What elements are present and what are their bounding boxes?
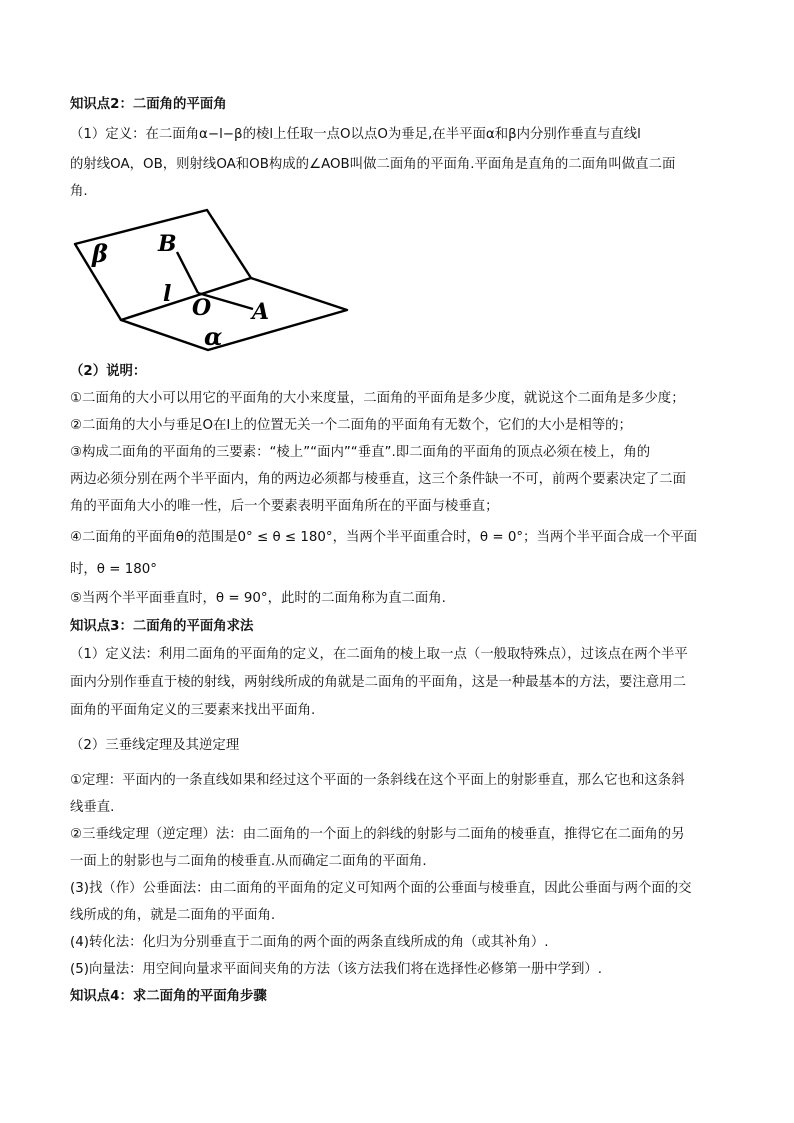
label-l: l <box>163 281 172 307</box>
method-3-line-1: (3)找（作）公垂面法：由二面角的平面角的定义可知两个面的公垂面与棱垂直，因此公垂面与两个面的交 <box>70 881 692 896</box>
label-O: O <box>192 295 212 321</box>
ray-OB <box>177 252 198 293</box>
theorem-line-2: 线垂直. <box>70 800 115 815</box>
label-B: B <box>158 231 177 257</box>
inverse-theorem-line-1: ②三垂线定理（逆定理）法：由二面角的一个面上的斜线的射影与二面角的棱垂直，推得它在二面角的另 <box>70 827 685 842</box>
dihedral-angle-figure <box>70 200 360 360</box>
note-2: ②二面角的大小与垂足O在l上的位置无关一个二面角的平面角有无数个，它们的大小是相等的； <box>70 418 632 433</box>
note-3-line-1: ③构成二面角的平面角的三要素：“棱上”“面内”“垂直”.即二面角的平面角的顶点必须在棱上，角的 <box>70 445 651 460</box>
note-5: ⑤当两个半平面垂直时，θ = 90°，此时的二面角称为直二面角. <box>70 591 446 606</box>
section-heading-4: 知识点4：求二面角的平面角步骤 <box>70 989 267 1004</box>
inverse-theorem-line-2: 一面上的射影也与二面角的棱垂直.从而确定二面角的平面角. <box>70 854 427 869</box>
note-1: ①二面角的大小可以用它的平面角的大小来度量，二面角的平面角是多少度，就说这个二面角是多少度； <box>70 391 685 406</box>
method-3-line-2: 线所成的角，就是二面角的平面角. <box>70 908 276 923</box>
method-1-line-1: （1）定义法：利用二面角的平面角的定义，在二面角的棱上取一点（一般取特殊点），过该点在两个半平 <box>70 647 688 662</box>
note-4-line-2: 时，θ = 180° <box>70 562 157 577</box>
definition-line-1: （1）定义：在二面角α−l−β的棱l上任取一点O以点O为垂足,在半平面α和β内分别作垂直与直线l <box>70 127 641 142</box>
note-3-line-2: 两边必须分别在两个半平面内，角的两边必须都与棱垂直，这三个条件缺一不可，前两个要素决定了二面 <box>70 472 686 487</box>
note-3-line-3: 角的平面角大小的唯一性，后一个要素表明平面角所在的平面与棱垂直； <box>70 499 499 514</box>
alpha-half-plane <box>121 278 347 350</box>
label-beta: β <box>92 239 108 268</box>
section-heading-2: 知识点2：二面角的平面角 <box>70 97 227 112</box>
definition-line-2: 的射线OA，OB，则射线OA和OB构成的∠AOB叫做二面角的平面角.平面角是直角的二面角叫做直二面 <box>70 157 676 172</box>
method-2-heading: （2）三垂线定理及其逆定理 <box>70 738 240 753</box>
label-alpha: α <box>204 322 223 351</box>
note-4-line-1: ④二面角的平面角θ的范围是0° ≤ θ ≤ 180°，当两个半平面重合时，θ = 0°；当两个半平面合成一个平面 <box>70 530 698 545</box>
notes-heading: （2）说明： <box>70 364 147 379</box>
theorem-line-1: ①定理：平面内的一条直线如果和经过这个平面的一条斜线在这个平面上的射影垂直，那么它也和这条斜 <box>70 773 685 788</box>
method-1-line-2: 面内分别作垂直于棱的射线，两射线所成的角就是二面角的平面角，这是一种最基本的方法，要注意用二 <box>70 675 686 690</box>
method-5: (5)向量法：用空间向量求平面间夹角的方法（该方法我们将在选择性必修第一册中学到）. <box>70 962 603 977</box>
definition-line-3: 角. <box>70 184 88 199</box>
method-4: (4)转化法：化归为分别垂直于二面角的两个面的两条直线所成的角（或其补角）. <box>70 935 549 950</box>
label-A: A <box>252 299 270 325</box>
method-1-line-3: 面角的平面角定义的三要素来找出平面角. <box>70 703 316 718</box>
section-heading-3: 知识点3：二面角的平面角求法 <box>70 619 254 634</box>
